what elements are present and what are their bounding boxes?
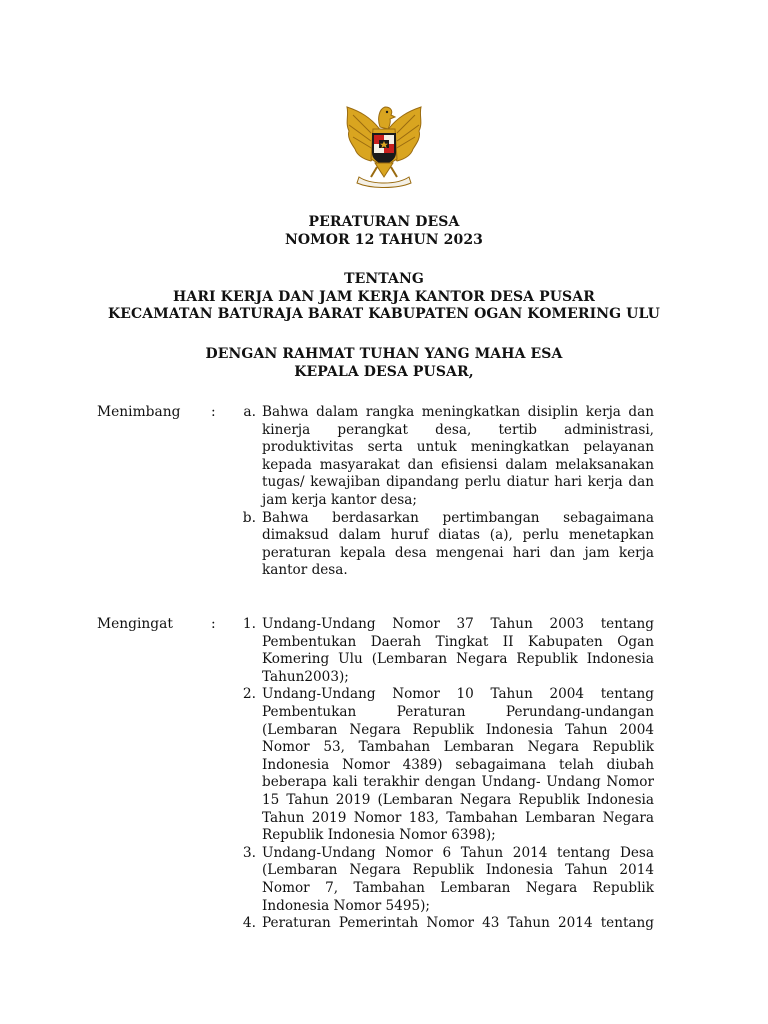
subject-line: TENTANG: [344, 271, 424, 287]
item-marker: a.: [243, 404, 256, 420]
item-text: Peraturan Pemerintah Nomor 43 Tahun 2014 tentang: [262, 915, 654, 932]
item-marker: 4.: [242, 915, 256, 932]
item-text: Undang-Undang Nomor 37 Tahun 2003 tentang Pembentukan Daerah Tingkat II Kabupaten Ogan Komering Ulu (Lembaran Negara Republik Indonesia Tahun2003);: [262, 616, 654, 685]
garuda-pancasila-emblem: [341, 97, 427, 189]
item-text: Bahwa dalam rangka meningkatkan disiplin kerja dan kinerja perangkat desa, tertib administrasi, produktivitas serta untuk meningkatkan pelayanan kepada masyarakat dan efisiensi dalam melaksanakan tugas/ kewajiban dipandang perlu diatur hari kerja dan jam kerja kantor desa;: [262, 404, 654, 508]
item-text: Bahwa berdasarkan pertimbangan sebagaimana dimaksud dalam huruf diatas (a), perlu menetapkan peraturan kepala desa mengenai hari dan jam kerja kantor desa.: [262, 509, 654, 579]
observing-list: [230, 616, 660, 933]
item-marker: b.: [242, 509, 256, 526]
list-item: [230, 616, 660, 686]
item-marker: 2.: [242, 686, 256, 703]
regulation-title: [0, 214, 768, 249]
list-item: [230, 404, 660, 510]
item-text: Undang-Undang Nomor 10 Tahun 2004 tentang Pembentukan Peraturan Perundang-undangan (Lembaran Negara Republik Indonesia Tahun 2004 Nomor 53, Tambahan Lembaran Negara Republik Indonesia Nomor 4389) sebagaimana telah diubah beberapa kali terakhir dengan Undang- Undang Nomor 15 Tahun 2019 (Lembaran Negara Republik Indonesia Tahun 2019 Nomor 183, Tambahan Lembaran Negara Republik Indonesia Nomor 6398);: [262, 686, 654, 844]
preamble: [0, 346, 768, 381]
item-text: Undang-Undang Nomor 6 Tahun 2014 tentang Desa (Lembaran Negara Republik Indonesia Tahun 2014 Nomor 7, Tambahan Lembaran Negara Republik Indonesia Nomor 5495);: [262, 844, 654, 914]
list-item: [230, 915, 660, 933]
title-line: NOMOR 12 TAHUN 2023: [284, 231, 484, 248]
considering-list: [230, 404, 660, 580]
list-item: [230, 510, 660, 580]
considering-label: Menimbang: [97, 404, 181, 420]
item-marker: 1.: [242, 616, 256, 632]
title-line: PERATURAN DESA: [308, 214, 460, 230]
list-item: [230, 845, 660, 915]
preamble-line: KEPALA DESA PUSAR,: [294, 363, 474, 380]
subject-line: HARI KERJA DAN JAM KERJA KANTOR DESA PUSAR: [173, 288, 595, 305]
observing-label: Mengingat: [97, 616, 173, 632]
preamble-line: DENGAN RAHMAT TUHAN YANG MAHA ESA: [205, 346, 563, 362]
item-marker: 3.: [242, 844, 256, 861]
subject-line: KECAMATAN BATURAJA BARAT KABUPATEN OGAN KOMERING ULU: [108, 306, 660, 322]
regulation-subject: [0, 271, 768, 324]
section-colon: :: [211, 404, 216, 420]
list-item: [230, 686, 660, 844]
section-colon: :: [211, 616, 216, 632]
